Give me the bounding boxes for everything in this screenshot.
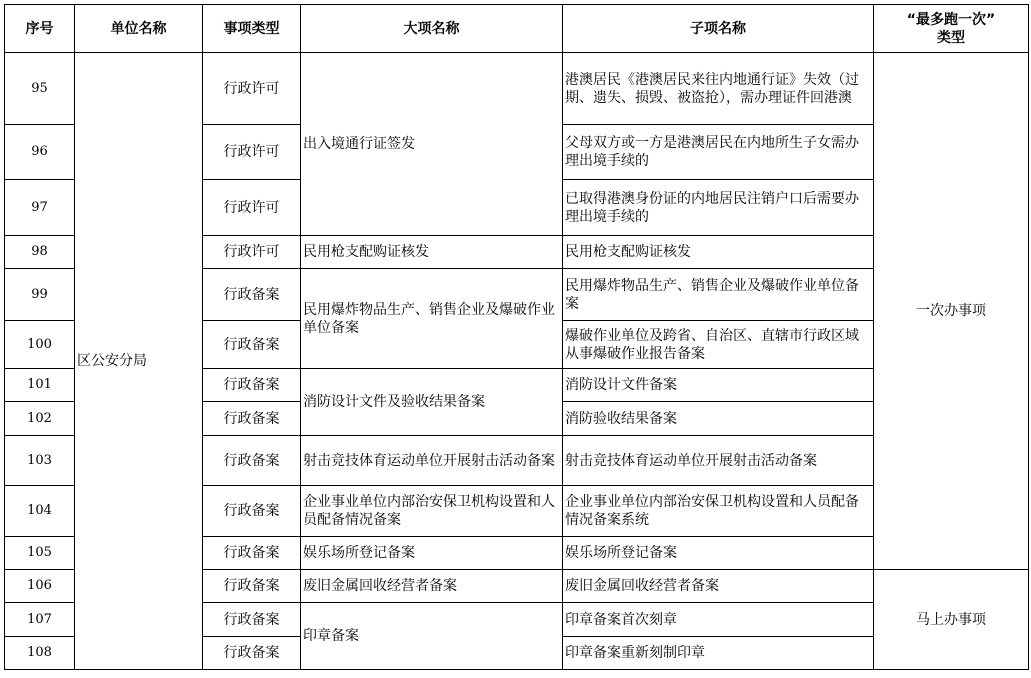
matters-table xyxy=(4,4,1029,670)
type-cell: 行政许可 xyxy=(203,125,301,180)
header-major: 大项名称 xyxy=(301,5,563,53)
seq-cell: 97 xyxy=(5,180,75,236)
type-cell: 行政备案 xyxy=(203,637,301,670)
seq-cell: 95 xyxy=(5,53,75,125)
sub-cell: 已取得港澳身份证的内地居民注销户口后需要办理出境手续的 xyxy=(563,180,874,236)
run-type-cell: 一次办事项 xyxy=(874,53,1029,570)
sub-cell: 废旧金属回收经营者备案 xyxy=(563,570,874,603)
type-cell: 行政备案 xyxy=(203,369,301,402)
sub-cell: 印章备案重新刻制印章 xyxy=(563,637,874,670)
type-cell: 行政备案 xyxy=(203,486,301,537)
major-cell: 出入境通行证签发 xyxy=(301,53,563,236)
type-cell: 行政备案 xyxy=(203,402,301,436)
sub-cell: 民用枪支配购证核发 xyxy=(563,236,874,269)
header-type: 事项类型 xyxy=(203,5,301,53)
seq-cell: 104 xyxy=(5,486,75,537)
sub-cell: 娱乐场所登记备案 xyxy=(563,537,874,570)
sub-cell: 父母双方或一方是港澳居民在内地所生子女需办理出境手续的 xyxy=(563,125,874,180)
unit-cell: 区公安分局 xyxy=(75,53,203,670)
header-run-type xyxy=(874,5,1029,53)
type-cell: 行政备案 xyxy=(203,321,301,369)
sub-cell: 企业事业单位内部治安保卫机构设置和人员配备情况备案系统 xyxy=(563,486,874,537)
sub-cell: 印章备案首次刻章 xyxy=(563,603,874,637)
seq-cell: 106 xyxy=(5,570,75,603)
sub-cell: 消防设计文件备案 xyxy=(563,369,874,402)
major-cell: 消防设计文件及验收结果备案 xyxy=(301,369,563,436)
seq-cell: 96 xyxy=(5,125,75,180)
run-type-cell: 马上办事项 xyxy=(874,570,1029,670)
sub-cell: 爆破作业单位及跨省、自治区、直辖市行政区域从事爆破作业报告备案 xyxy=(563,321,874,369)
major-cell: 娱乐场所登记备案 xyxy=(301,537,563,570)
seq-cell: 100 xyxy=(5,321,75,369)
header-run-type-line1: “最多跑一次” xyxy=(906,11,996,28)
type-cell: 行政许可 xyxy=(203,236,301,269)
seq-cell: 102 xyxy=(5,402,75,436)
sub-cell: 射击竞技体育运动单位开展射击活动备案 xyxy=(563,436,874,486)
header-row xyxy=(5,5,1029,53)
seq-cell: 107 xyxy=(5,603,75,637)
seq-cell: 108 xyxy=(5,637,75,670)
type-cell: 行政备案 xyxy=(203,436,301,486)
header-sub: 子项名称 xyxy=(563,5,874,53)
major-cell: 民用枪支配购证核发 xyxy=(301,236,563,269)
seq-cell: 101 xyxy=(5,369,75,402)
type-cell: 行政备案 xyxy=(203,603,301,637)
major-cell: 射击竞技体育运动单位开展射击活动备案 xyxy=(301,436,563,486)
sub-cell: 消防验收结果备案 xyxy=(563,402,874,436)
major-cell: 企业事业单位内部治安保卫机构设置和人员配备情况备案 xyxy=(301,486,563,537)
header-run-type-line2: 类型 xyxy=(937,29,965,46)
seq-cell: 103 xyxy=(5,436,75,486)
major-cell: 民用爆炸物品生产、销售企业及爆破作业单位备案 xyxy=(301,269,563,369)
sub-cell: 港澳居民《港澳居民来往内地通行证》失效（过期、遗失、损毁、被盗抢），需办理证件回港澳 xyxy=(563,53,874,125)
seq-cell: 105 xyxy=(5,537,75,570)
header-seq: 序号 xyxy=(5,5,75,53)
type-cell: 行政许可 xyxy=(203,180,301,236)
type-cell: 行政备案 xyxy=(203,269,301,321)
sub-cell: 民用爆炸物品生产、销售企业及爆破作业单位备案 xyxy=(563,269,874,321)
header-unit: 单位名称 xyxy=(75,5,203,53)
seq-cell: 99 xyxy=(5,269,75,321)
major-cell: 废旧金属回收经营者备案 xyxy=(301,570,563,603)
table-row xyxy=(5,53,1029,125)
type-cell: 行政备案 xyxy=(203,537,301,570)
major-cell: 印章备案 xyxy=(301,603,563,670)
type-cell: 行政许可 xyxy=(203,53,301,125)
type-cell: 行政备案 xyxy=(203,570,301,603)
seq-cell: 98 xyxy=(5,236,75,269)
